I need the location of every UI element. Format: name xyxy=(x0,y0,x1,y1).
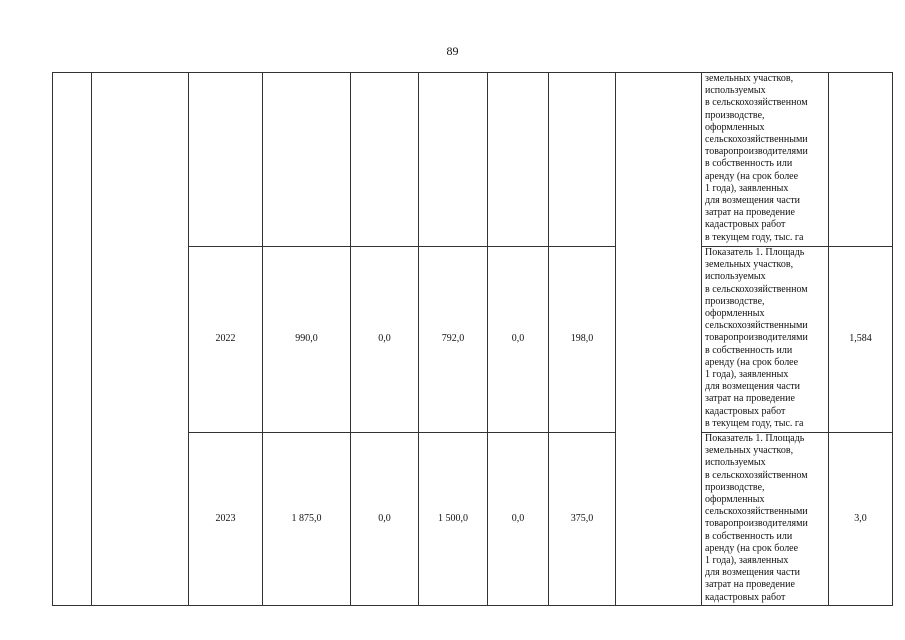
funding-cell: 375,0 xyxy=(549,433,616,606)
indicator-cell: Показатель 1. Площадь земельных участков, используемых в сельскохозяйственном производстве, оформленных сельскохозяйственными товаропроизводителями в собственность или аренду (на срок более 1 года), заявленных для возмещения части затрат на проведение кадастровых работ в текущем году, тыс. га xyxy=(702,247,829,433)
year-cell xyxy=(189,73,263,247)
indicator-value-cell: 1,584 xyxy=(829,247,893,433)
table-row xyxy=(53,73,893,247)
funding-cell: 0,0 xyxy=(488,433,549,606)
indicator-cell: земельных участков, используемых в сельскохозяйственном производстве, оформленных сельскохозяйственными товаропроизводителями в собственность или аренду (на срок более 1 года), заявленных для возмещения части затрат на проведение кадастровых работ в текущем году, тыс. га xyxy=(702,73,829,247)
funding-cell: 0,0 xyxy=(351,247,419,433)
total-cell: 990,0 xyxy=(263,247,351,433)
year-cell: 2022 xyxy=(189,247,263,433)
funding-cell xyxy=(351,73,419,247)
indicator-value-cell: 3,0 xyxy=(829,433,893,606)
total-cell xyxy=(263,73,351,247)
indicator-value-cell xyxy=(829,73,893,247)
total-cell: 1 875,0 xyxy=(263,433,351,606)
funding-cell xyxy=(419,73,488,247)
indicator-cell: Показатель 1. Площадь земельных участков, используемых в сельскохозяйственном производстве, оформленных сельскохозяйственными товаропроизводителями в собственность или аренду (на срок более 1 года), заявленных для возмещения части затрат на проведение кадастровых работ xyxy=(702,433,829,606)
funding-cell: 1 500,0 xyxy=(419,433,488,606)
funding-cell: 0,0 xyxy=(351,433,419,606)
page-number: 89 xyxy=(446,44,459,58)
budget-table xyxy=(52,72,893,606)
funding-cell: 0,0 xyxy=(488,247,549,433)
year-cell: 2023 xyxy=(189,433,263,606)
funding-cell: 198,0 xyxy=(549,247,616,433)
funding-cell xyxy=(488,73,549,247)
name-cell xyxy=(92,73,189,606)
executor-cell xyxy=(616,73,702,606)
number-cell xyxy=(53,73,92,606)
funding-cell xyxy=(549,73,616,247)
funding-cell: 792,0 xyxy=(419,247,488,433)
